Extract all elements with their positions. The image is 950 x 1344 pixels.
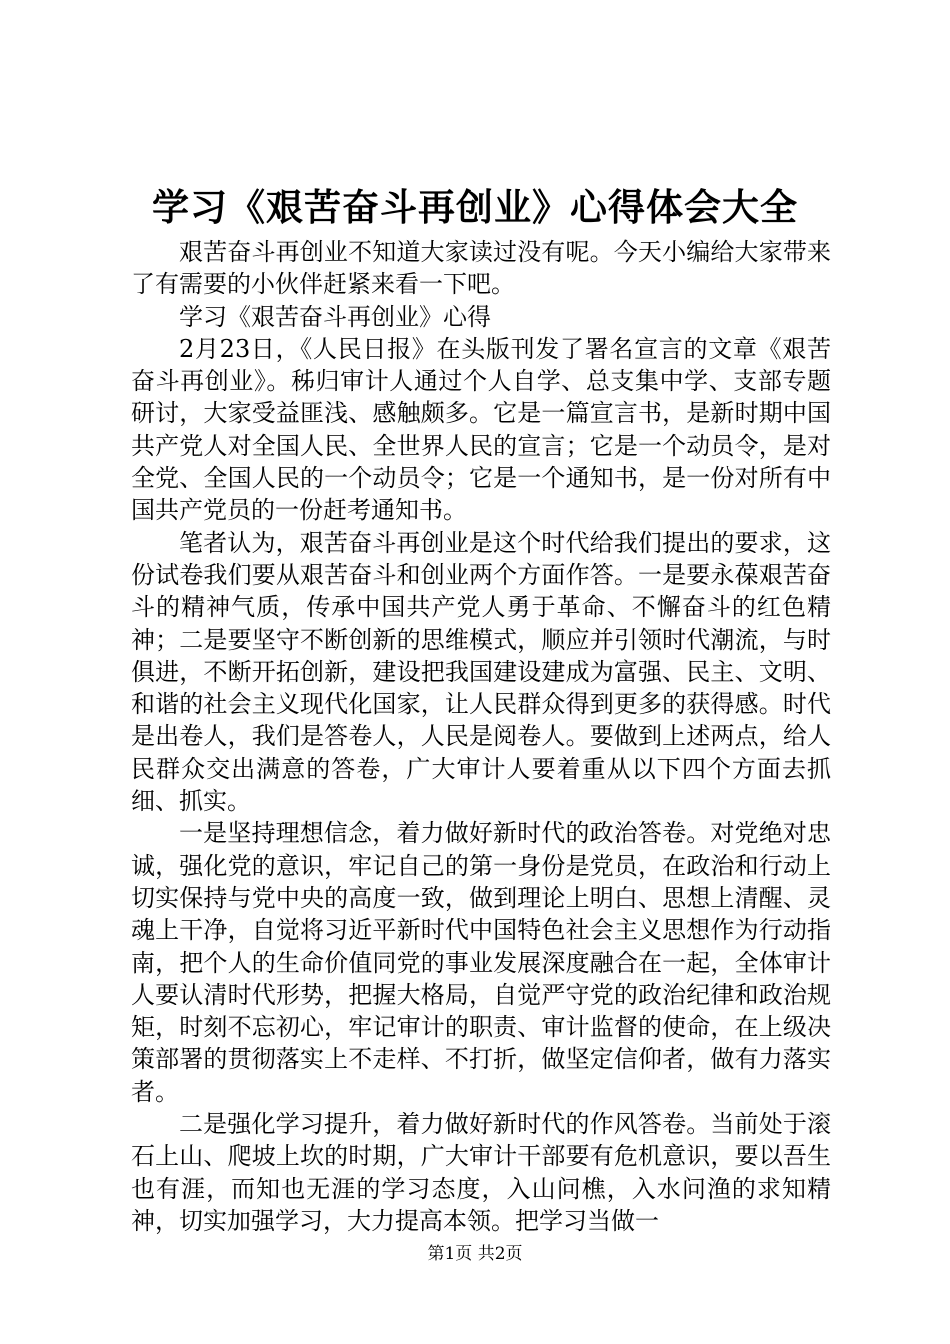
paragraph-viewpoint: 笔者认为，艰苦奋斗再创业是这个时代给我们提出的要求，这份试卷我们要从艰苦奋斗和创业两个方面作答。一是要永葆艰苦奋斗的精神气质，传承中国共产党人勇于革命、不懈奋斗的红色精神；二是要坚守不断创新的思维模式，顺应并引领时代潮流，与时俱进，不断开拓创新，建设把我国建设建成为富强、民主、文明、和谐的社会主义现代化国家，让人民群众得到更多的获得感。时代是出卷人，我们是答卷人，人民是阅卷人。要做到上述两点，给人民群众交出满意的答卷，广大审计人要着重从以下四个方面去抓细、抓实。	[131, 528, 831, 816]
paragraph-intro: 艰苦奋斗再创业不知道大家读过没有呢。今天小编给大家带来了有需要的小伙伴赶紧来看一下吧。	[131, 238, 831, 299]
page-footer: 第1页 共2页	[427, 1244, 523, 1264]
document-title: 学习《艰苦奋斗再创业》心得体会大全	[152, 186, 798, 229]
paragraph-subtitle: 学习《艰苦奋斗再创业》心得	[179, 302, 491, 331]
document-body	[131, 236, 831, 1237]
paragraph-point-two: 二是强化学习提升，着力做好新时代的作风答卷。当前处于滚石上山、爬坡上坎的时期，广大审计干部要有危机意识，要以吾生也有涯，而知也无涯的学习态度，入山问樵，入水问渔的求知精神，切实加强学习，大力提高本领。把学习当做一	[131, 1110, 831, 1235]
paragraph-point-one: 一是坚持理想信念，着力做好新时代的政治答卷。对党绝对忠诚，强化党的意识，牢记自己的第一身份是党员，在政治和行动上切实保持与党中央的高度一致，做到理论上明白、思想上清醒、灵魂上干净，自觉将习近平新时代中国特色社会主义思想作为行动指南，把个人的生命价值同党的事业发展深度融合在一起，全体审计人要认清时代形势，把握大格局，自觉严守党的政治纪律和政治规矩，时刻不忘初心，牢记审计的职责、审计监督的使命，在上级决策部署的贯彻落实上不走样、不打折，做坚定信仰者，做有力落实者。	[131, 819, 831, 1106]
paragraph-background: 2月23日，《人民日报》在头版刊发了署名宣言的文章《艰苦奋斗再创业》。秭归审计人通过个人自学、总支集中学、支部专题研讨，大家受益匪浅、感触颇多。它是一篇宣言书，是新时期中国共产党人对全国人民、全世界人民的宣言；它是一个动员令，是对全党、全国人民的一个动员令；它是一个通知书，是一份对所有中国共产党员的一份赶考通知书。	[131, 334, 831, 525]
